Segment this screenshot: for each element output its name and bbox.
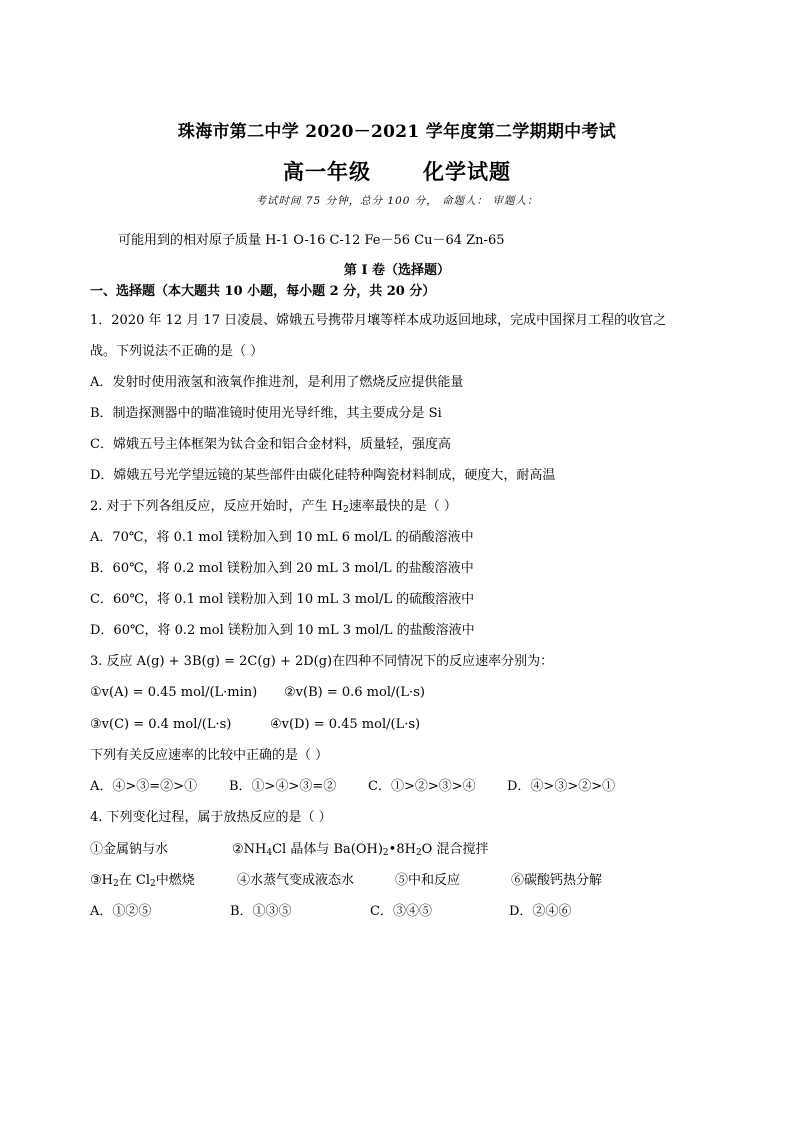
q3-rate-3: ③v(C) = 0.4 mol/(L·s) <box>90 717 232 732</box>
q2-option-a: A．70℃，将 0.1 mol 镁粉加入到 10 mL 6 mol/L 的硝酸溶液中 <box>90 530 474 545</box>
q4-item-2-sub2: 2 <box>382 848 389 858</box>
q4-options <box>90 904 571 920</box>
q2-stem-sub: 2 <box>343 505 349 515</box>
q4-item-3-sub1: 2 <box>113 879 119 889</box>
q1-stem-line1: 1．2020 年 12 月 17 日凌晨、嫦娥五号携带月壤等样本成功返回地球，完成中国探月工程的收官之 <box>90 313 667 328</box>
grade-label: 高一年级 <box>283 159 371 184</box>
q4-items-row2 <box>90 873 602 892</box>
q4-item-2-a: ②NH <box>232 842 267 857</box>
q4-item-3-sub2: 2 <box>149 879 156 889</box>
q2-option-c: C．60℃，将 0.1 mol 镁粉加入到 10 mL 3 mol/L 的硫酸溶液中 <box>90 592 475 607</box>
q3-rates-row2 <box>90 717 420 733</box>
q1-option-a: A．发射时使用液氢和液氧作推进剂，是利用了燃烧反应提供能量 <box>90 375 464 390</box>
section-title: 一、选择题（本大题共 10 小题，每小题 2 分，共 20 分） <box>90 284 436 299</box>
q4-option-b: B．①③⑤ <box>230 904 292 919</box>
q4-item-2 <box>232 842 488 861</box>
q2-option-b: B．60℃，将 0.2 mol 镁粉加入到 20 mL 3 mol/L 的盐酸溶液中 <box>90 561 474 576</box>
q4-item-6: ⑥碳酸钙热分解 <box>511 873 603 888</box>
q4-option-c: C．③④⑤ <box>370 904 432 919</box>
q2-stem-pre: 2. 对于下列各组反应，反应开始时，产生 H <box>90 499 344 514</box>
q4-item-1: ①金属钠与水 <box>90 842 169 857</box>
volume-title: 第 I 卷（选择题） <box>343 263 451 278</box>
atomic-mass-line: 可能用到的相对原子质量 H-1 O-16 C-12 Fe－56 Cu－64 Zn-65 <box>118 233 505 248</box>
q4-item-2-sub3: 2 <box>415 848 422 858</box>
subject-label: 化学试题 <box>423 159 511 184</box>
q2-option-d: D．60℃，将 0.2 mol 镁粉加入到 10 mL 3 mol/L 的盐酸溶液中 <box>90 623 475 638</box>
q4-item-2-b: Cl 晶体与 Ba(OH) <box>272 842 383 857</box>
q3-option-a: A．④>③=②>① <box>90 779 198 794</box>
q4-items-row1 <box>90 842 488 861</box>
q4-item-3-c: 中燃烧 <box>155 873 195 888</box>
q3-options <box>90 779 615 795</box>
exam-school-title: 珠海市第二中学 2020－2021 学年度第二学期期中考试 <box>177 122 617 142</box>
q3-option-d: D．④>③>②>① <box>507 779 616 794</box>
q1-stem-line2: 战。下列说法不正确的是（ ） <box>90 344 264 359</box>
q4-item-5: ⑤中和反应 <box>395 873 461 888</box>
q2-stem <box>90 499 457 518</box>
q1-option-b: B．制造探测器中的瞄准镜时使用光导纤维，其主要成分是 Si <box>90 406 442 421</box>
q3-rate-4: ④v(D) = 0.45 mol/(L·s) <box>270 717 421 732</box>
q4-item-3 <box>90 873 237 892</box>
q3-option-b: B．①>④>③=② <box>229 779 337 794</box>
q3-rates-row1 <box>90 685 425 701</box>
q3-question: 下列有关反应速率的比较中正确的是（ ） <box>90 748 329 763</box>
q4-item-2-c: •8H <box>388 842 416 857</box>
q4-item-4: ④水蒸气变成液态水 <box>237 873 355 888</box>
q3-rate-2: ②v(B) = 0.6 mol/(L·s) <box>284 685 425 700</box>
q4-item-3-a: ③H <box>90 873 113 888</box>
q4-option-a: A．①②⑤ <box>90 904 152 919</box>
q4-option-d: D．②④⑥ <box>509 904 572 919</box>
exam-info-line: 考试时间 75 分钟，总分 100 分， 命题人： 审题人： <box>255 195 539 207</box>
q3-option-c: C．①>②>③>④ <box>368 779 476 794</box>
q4-stem: 4. 下列变化过程，属于放热反应的是（ ） <box>90 810 332 825</box>
q1-option-d: D．嫦娥五号光学望远镜的某些部件由碳化硅特种陶瓷材料制成，硬度大，耐高温 <box>90 468 556 483</box>
exam-subject-title <box>0 156 794 186</box>
q4-item-2-sub1: 4 <box>266 848 273 858</box>
q1-option-c: C．嫦娥五号主体框架为钛合金和铝合金材料，质量轻，强度高 <box>90 437 451 452</box>
q4-item-2-d: O 混合搅拌 <box>421 842 489 857</box>
q3-stem: 3. 反应 A(g) + 3B(g) = 2C(g) + 2D(g)在四种不同情况下的反应速率分别为： <box>90 654 554 669</box>
q4-item-3-b: 在 Cl <box>118 873 150 888</box>
q3-rate-1: ①v(A) = 0.45 mol/(L·min) <box>90 685 258 700</box>
q2-stem-post: 速率最快的是（ ） <box>348 499 457 514</box>
